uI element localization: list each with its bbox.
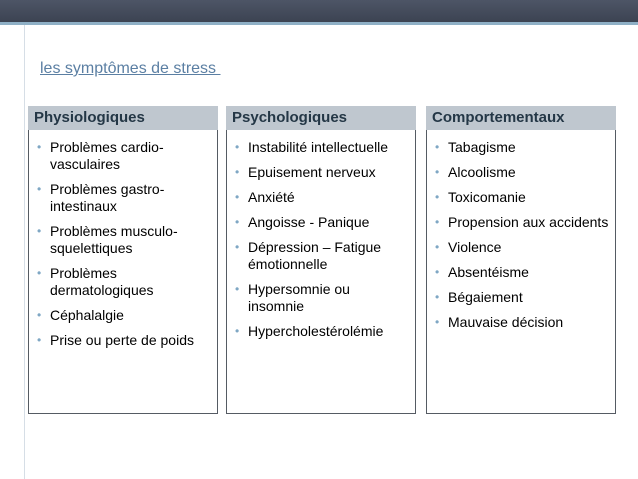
symptom-item — [427, 239, 615, 256]
column-comportementaux — [426, 106, 616, 414]
symptom-text: Problèmes cardio-vasculaires — [50, 139, 164, 172]
symptom-text: Violence — [448, 239, 502, 255]
bullet-icon: • — [37, 308, 42, 322]
bullet-icon: • — [435, 190, 440, 204]
symptom-text: Toxicomanie — [448, 189, 526, 205]
column-physiologiques — [28, 106, 218, 414]
bullet-icon: • — [435, 215, 440, 229]
bullet-icon: • — [235, 190, 240, 204]
symptom-item — [227, 281, 415, 315]
bullet-icon: • — [235, 240, 240, 254]
symptom-item — [227, 214, 415, 231]
column-body — [226, 130, 416, 414]
bullet-icon: • — [37, 266, 42, 280]
symptom-item — [29, 307, 217, 324]
symptom-item — [427, 139, 615, 156]
left-margin-rule — [24, 25, 25, 479]
column-body — [426, 130, 616, 414]
symptom-item — [29, 139, 217, 173]
symptom-text: Problèmes dermatologiques — [50, 265, 154, 298]
bullet-icon: • — [235, 165, 240, 179]
symptom-text: Anxiété — [248, 189, 295, 205]
symptom-item — [29, 332, 217, 349]
symptom-text: Tabagisme — [448, 139, 516, 155]
symptom-item — [427, 314, 615, 331]
symptom-text: Hypercholestérolémie — [248, 323, 384, 339]
symptom-item — [227, 189, 415, 206]
symptom-item — [227, 164, 415, 181]
bullet-icon: • — [435, 140, 440, 154]
bullet-icon: • — [435, 315, 440, 329]
symptom-item — [29, 181, 217, 215]
column-header: Physiologiques — [28, 106, 218, 130]
symptom-text: Céphalalgie — [50, 307, 124, 323]
column-header: Comportementaux — [426, 106, 616, 130]
slide-title: les symptômes de stress — [40, 60, 221, 77]
top-banner — [0, 0, 638, 22]
bullet-icon: • — [235, 140, 240, 154]
bullet-icon: • — [235, 215, 240, 229]
symptom-text: Mauvaise décision — [448, 314, 564, 330]
symptom-list — [227, 139, 415, 340]
symptom-text: Alcoolisme — [448, 164, 516, 180]
symptom-text: Instabilité intellectuelle — [248, 139, 389, 155]
symptom-text: Propension aux accidents — [448, 214, 609, 230]
symptom-item — [227, 139, 415, 156]
symptom-text: Dépression – Fatigue émotionnelle — [248, 239, 382, 272]
symptom-item — [227, 239, 415, 273]
column-psychologiques — [226, 106, 416, 414]
bullet-icon: • — [37, 140, 42, 154]
symptom-text: Prise ou perte de poids — [50, 332, 194, 348]
bullet-icon: • — [37, 224, 42, 238]
symptom-item — [227, 323, 415, 340]
column-header: Psychologiques — [226, 106, 416, 130]
bullet-icon: • — [435, 165, 440, 179]
symptom-item — [29, 265, 217, 299]
symptom-item — [427, 264, 615, 281]
bullet-icon: • — [235, 324, 240, 338]
bullet-icon: • — [435, 290, 440, 304]
symptom-item — [427, 289, 615, 306]
symptom-list — [427, 139, 615, 331]
symptom-item — [427, 189, 615, 206]
symptom-text: Problèmes musculo-squelettiques — [50, 223, 178, 256]
symptom-text: Hypersomnie ou insomnie — [248, 281, 350, 314]
bullet-icon: • — [37, 333, 42, 347]
bullet-icon: • — [37, 182, 42, 196]
bullet-icon: • — [435, 265, 440, 279]
symptom-item — [29, 223, 217, 257]
symptom-text: Bégaiement — [448, 289, 523, 305]
symptom-item — [427, 214, 615, 231]
bullet-icon: • — [435, 240, 440, 254]
symptom-text: Absentéisme — [448, 264, 529, 280]
banner-accent-line — [0, 22, 638, 25]
symptom-item — [427, 164, 615, 181]
symptom-text: Angoisse - Panique — [248, 214, 370, 230]
symptom-text: Problèmes gastro-intestinaux — [50, 181, 165, 214]
symptom-list — [29, 139, 217, 349]
column-body — [28, 130, 218, 414]
symptom-text: Epuisement nerveux — [248, 164, 376, 180]
bullet-icon: • — [235, 282, 240, 296]
